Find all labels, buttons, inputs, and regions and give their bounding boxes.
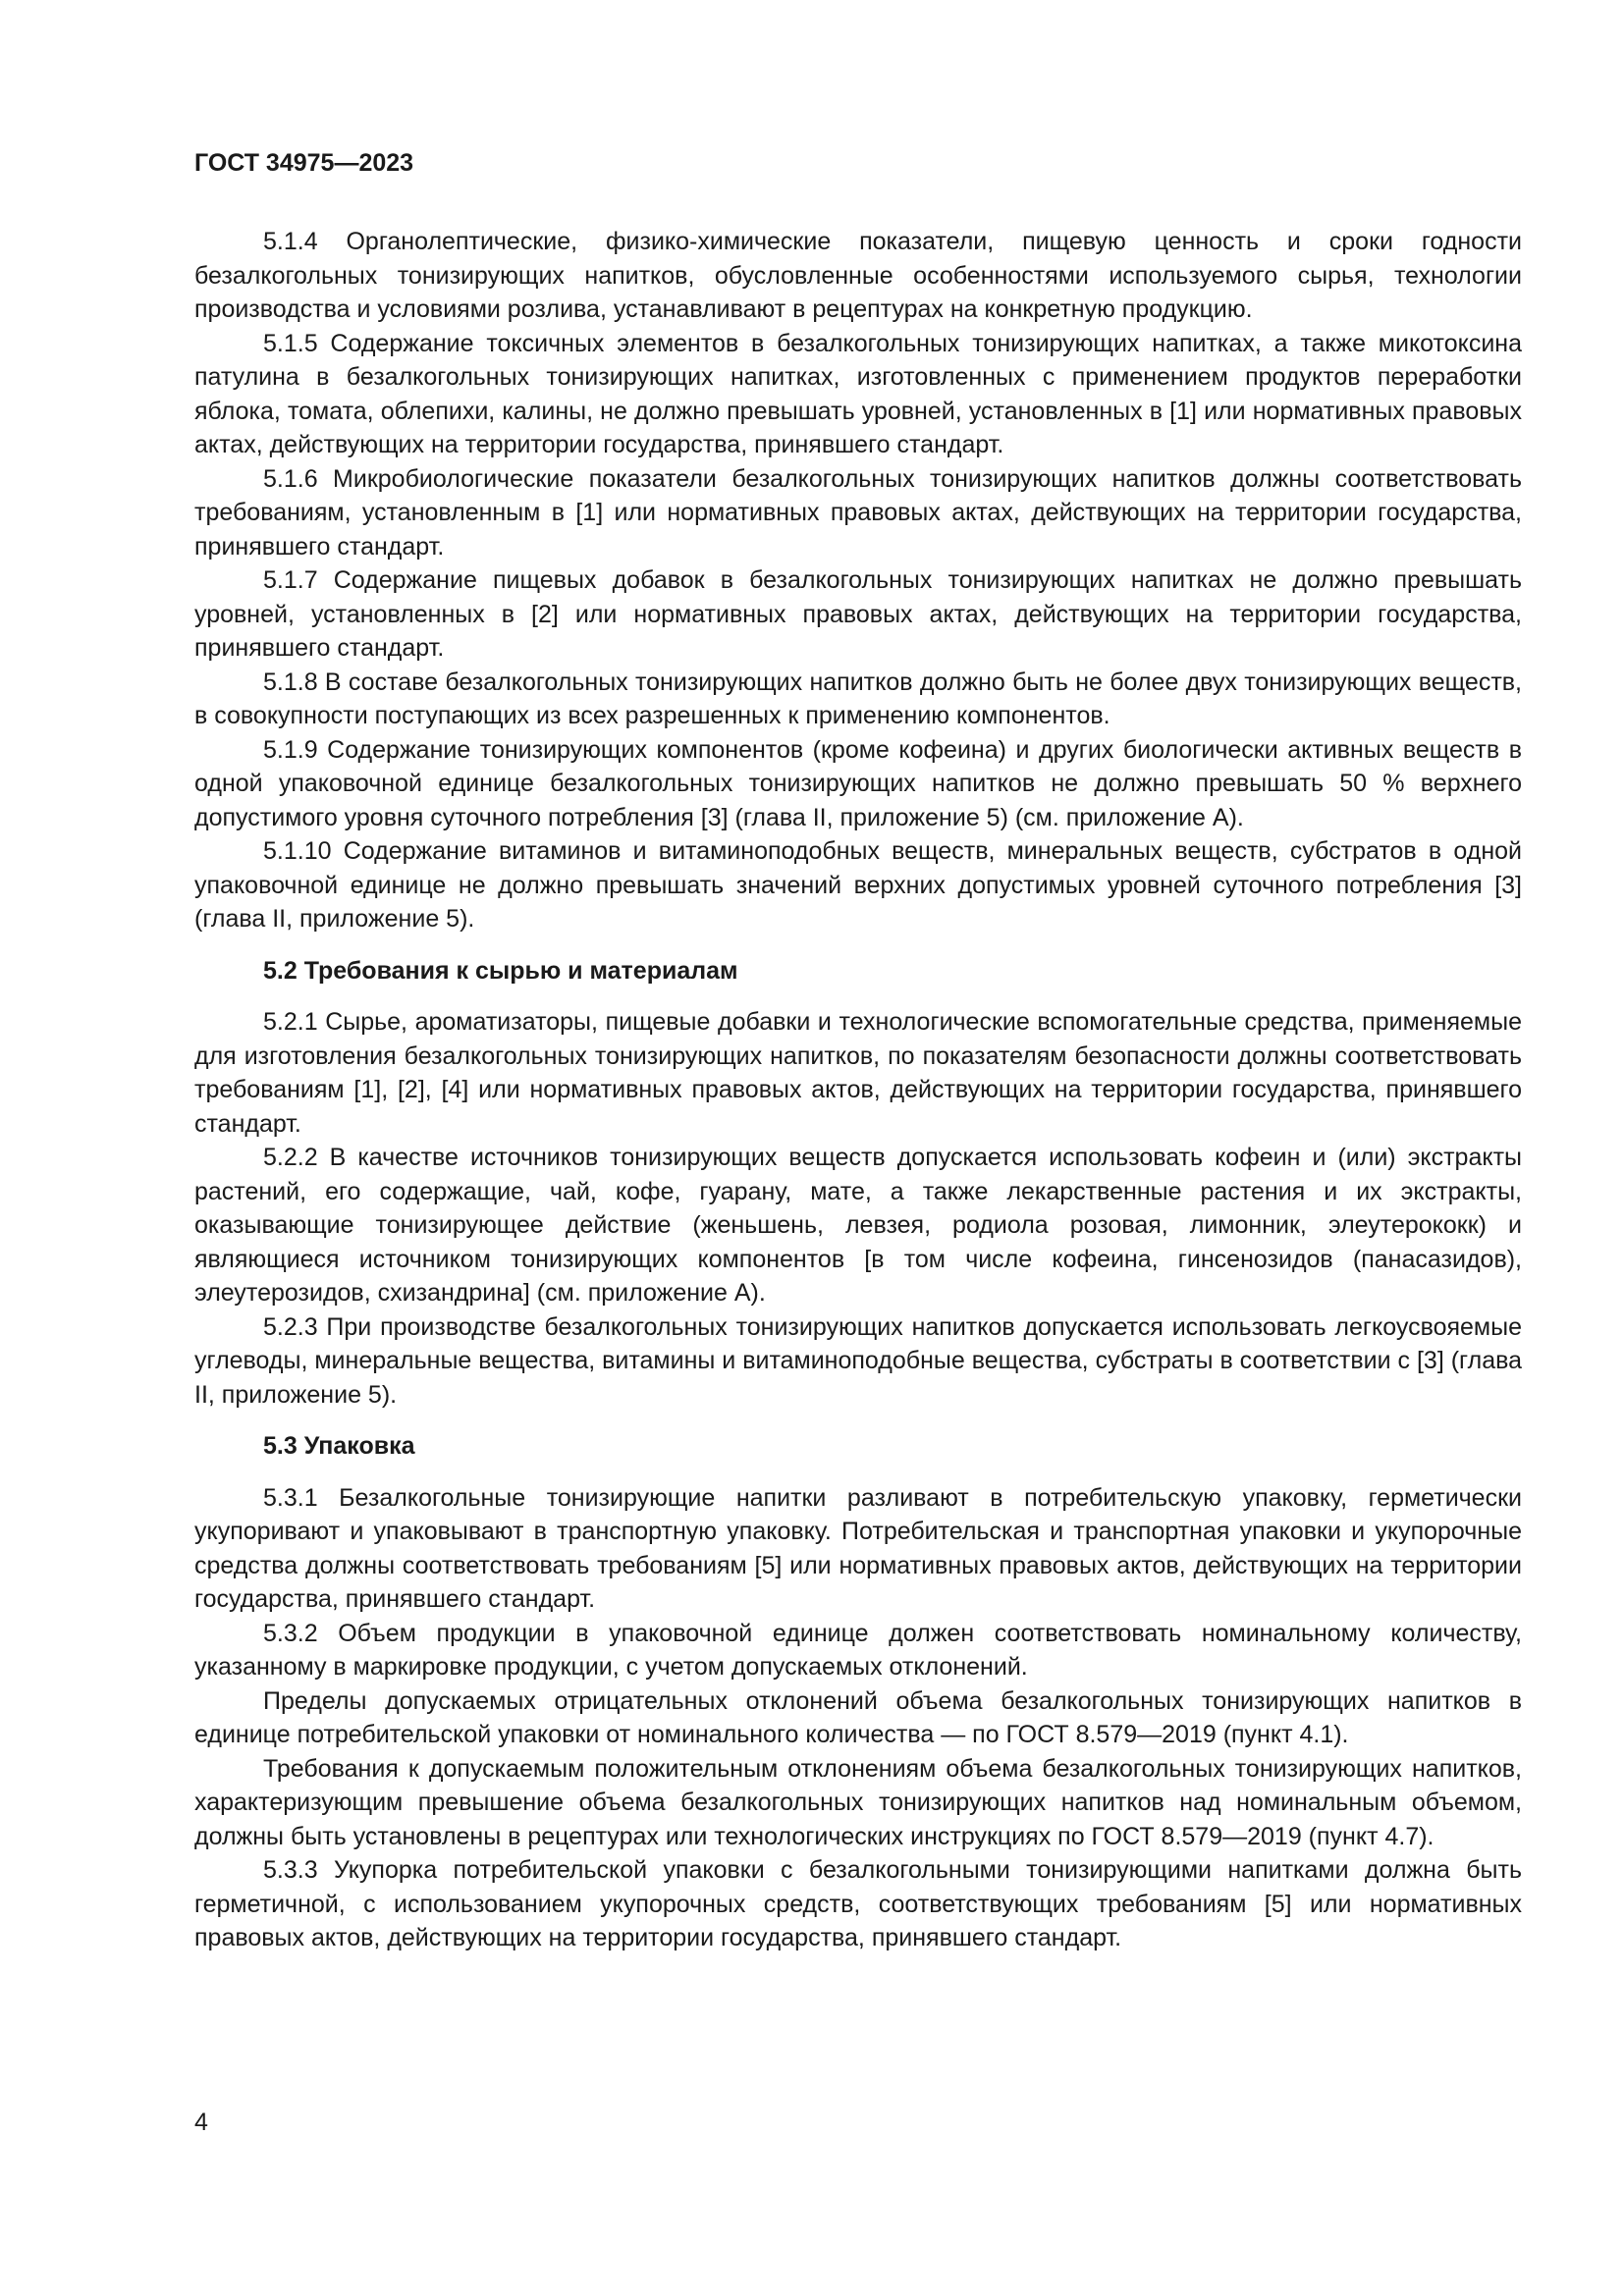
paragraph: 5.1.6 Микробиологические показатели безалкогольных тонизирующих напитков должны соответствовать требованиям, установленным в [1] или нормативных правовых актах, действующих на территории государства, принявшего стандарт. (194, 464, 1522, 561)
paragraph: 5.1.8 В составе безалкогольных тонизирующих напитков должно быть не более двух тонизирующих веществ, в совокупности поступающих из всех разрешенных к применению компонентов. (194, 667, 1522, 729)
paragraph: 5.2.2 В качестве источников тонизирующих веществ допускается использовать кофеин и (или) экстракты растений, его содержащие, чай, кофе, гуарану, мате, а также лекарственные растения и их экстракты, оказывающие тонизирующее действие (женьшень, левзея, родиола розовая, лимонник, элеутерококк) и являющиеся источником тонизирующих компонентов [в том числе кофеина, гинсенозидов (панасазидов), элеутерозидов, схизандрина] (см. приложение А). (194, 1144, 1522, 1307)
section-heading: 5.3 Упаковка (263, 1432, 415, 1460)
paragraph: 5.2.1 Сырье, ароматизаторы, пищевые добавки и технологические вспомогательные средства, применяемые для изготовления безалкогольных тонизирующих напитков, по показателям безопасности должны соответствовать требованиям [1], [2], [4] или нормативных правовых актов, действующих на территории государства, принявшего стандарт. (194, 1008, 1522, 1138)
paragraph: 5.3.2 Объем продукции в упаковочной единице должен соответствовать номинальному количеству, указанному в маркировке продукции, с учетом допускаемых отклонений. (194, 1619, 1522, 1681)
paragraph: 5.2.3 При производстве безалкогольных тонизирующих напитков допускается использовать легкоусвояемые углеводы, минеральные вещества, витамины и витаминоподобные вещества, субстраты в соответствии с [3] (глава II, приложение 5). (194, 1312, 1523, 1409)
paragraph: 5.1.7 Содержание пищевых добавок в безалкогольных тонизирующих напитках не должно превышать уровней, установленных в [2] или нормативных правовых актах, действующих на территории государства, принявшего стандарт. (194, 566, 1522, 662)
section-heading: 5.2 Требования к сырью и материалам (263, 956, 738, 985)
paragraph: Требования к допускаемым положительным отклонениям объема безалкогольных тонизирующих напитков, характеризующим превышение объема безалкогольных тонизирующих напитков над номинальным объемом, должны быть установлены в рецептурах или технологических инструкциях по ГОСТ 8.579—2019 (пункт 4.7). (194, 1754, 1522, 1850)
paragraph: Пределы допускаемых отрицательных отклонений объема безалкогольных тонизирующих напитков в единице потребительской упаковки от номинального количества — по ГОСТ 8.579—2019 (пункт 4.1). (194, 1686, 1522, 1748)
section-5-1-cont (194, 225, 1522, 936)
document-page (194, 147, 1522, 1955)
paragraph: 5.1.9 Содержание тонизирующих компонентов (кроме кофеина) и других биологически активных веществ в одной упаковочной единице безалкогольных тонизирующих напитков не должно превышать 50 % верхнего допустимого уровня суточного потребления [3] (глава II, приложение 5) (см. приложение А). (194, 735, 1522, 831)
paragraph: 5.3.3 Укупорка потребительской упаковки с безалкогольными тонизирующими напитками должна быть герметичной, с использованием укупорочных средств, соответствующих требованиям [5] или нормативных правовых актов, действующих на территории государства, принявшего стандарт. (194, 1856, 1522, 1951)
document-body (194, 225, 1522, 1955)
paragraph: 5.1.4 Органолептические, физико-химические показатели, пищевую ценность и сроки годности безалкогольных тонизирующих напитков, обусловленные особенностями используемого сырья, технологии производства и условиями розлива, устанавливают в рецептурах на конкретную продукцию. (194, 228, 1522, 323)
paragraph: 5.1.10 Содержание витаминов и витаминоподобных веществ, минеральных веществ, субстратов в одной упаковочной единице не должно превышать значений верхних допустимых уровней суточного потребления [3] (глава II, приложение 5). (194, 837, 1522, 933)
section-5-2 (194, 954, 1522, 1413)
paragraph: 5.1.5 Содержание токсичных элементов в безалкогольных тонизирующих напитках, а также микотоксина патулина в безалкогольных тонизирующих напитках, изготовленных с применением продуктов переработки яблока, томата, облепихи, калины, не должно превышать уровней, установленных в [1] или нормативных правовых актах, действующих на территории государства, принявшего стандарт. (194, 329, 1522, 458)
paragraph: 5.3.1 Безалкогольные тонизирующие напитки разливают в потребительскую упаковку, герметически укупоривают и упаковывают в транспортную упаковку. Потребительская и транспортная упаковки и укупорочные средства должны соответствовать требованиям [5] или нормативных правовых актов, действующих на территории государства, принявшего стандарт. (194, 1483, 1522, 1613)
page-number: 4 (194, 2109, 208, 2136)
section-5-3 (194, 1429, 1522, 1955)
standard-header: ГОСТ 34975—2023 (194, 149, 414, 177)
